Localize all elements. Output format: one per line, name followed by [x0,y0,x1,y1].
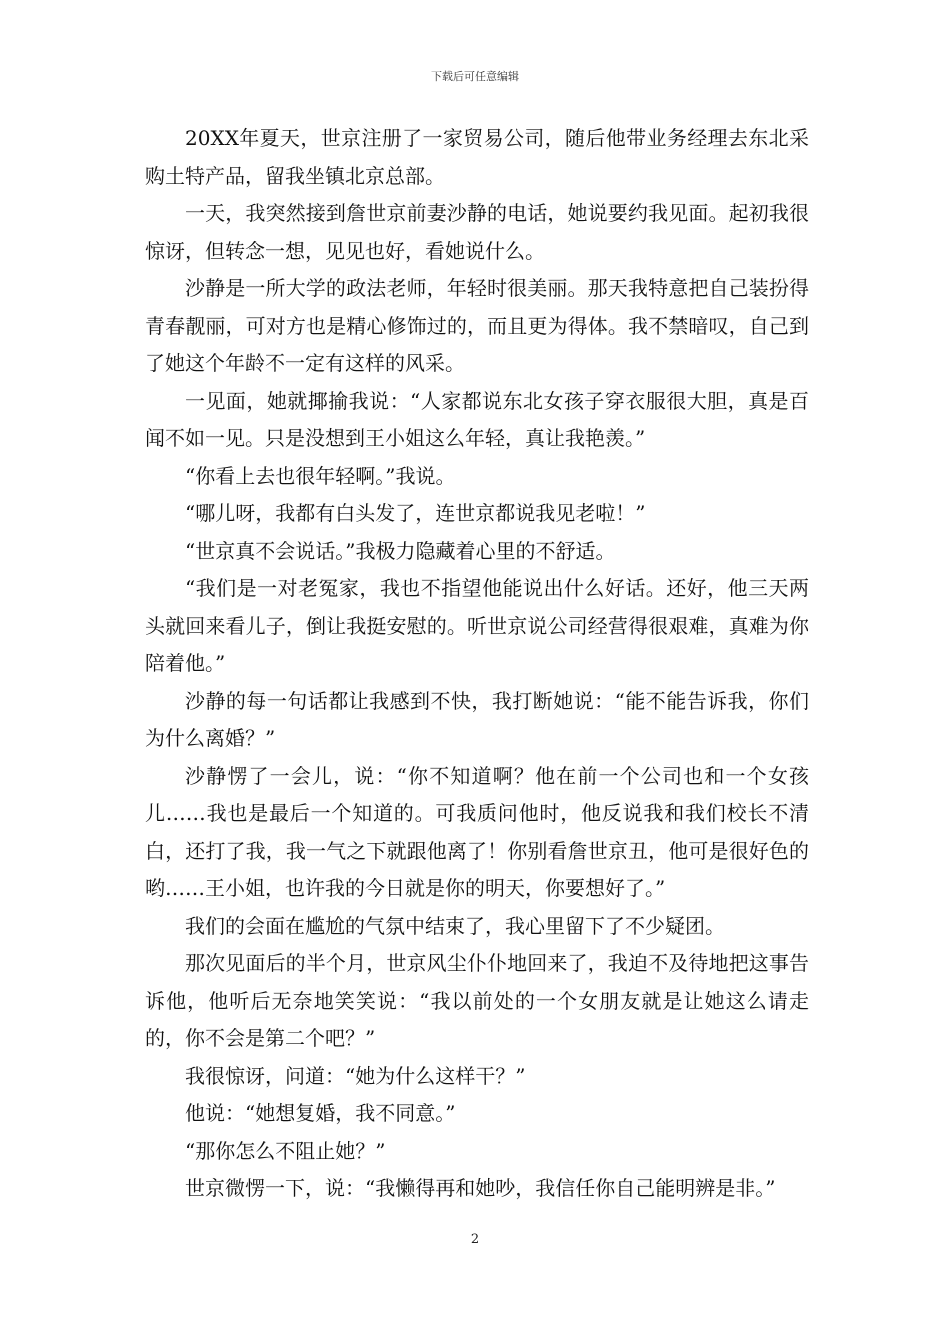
paragraph: 沙静愣了一会儿，说：“你不知道啊？他在前一个公司也和一个女孩儿……我也是最后一个知道的。可我质问他时，他反说我和我们校长不清白，还打了我，我一气之下就跟他离了！你别看詹世京丑，他可是很好色的哟……王小姐，也许我的今日就是你的明天，你要想好了。” [145,763,809,900]
paragraph: “世京真不会说话。”我极力隐藏着心里的不舒适。 [185,538,616,563]
paragraph: “我们是一对老冤家，我也不指望他能说出什么好话。还好，他三天两头就回来看儿子，倒让我挺安慰的。听世京说公司经营得很艰难，真难为你陪着他。” [145,576,809,675]
page-number: 2 [470,1232,480,1247]
paragraph: 他说：“她想复婚，我不同意。” [185,1101,456,1125]
document-body [145,120,809,1208]
paragraph: 沙静的每一句话都让我感到不快，我打断她说：“能不能告诉我，你们为什么离婚？” [145,688,809,750]
paragraph: 一天，我突然接到詹世京前妻沙静的电话，她说要约我见面。起初我很惊讶，但转念一想，见见也好，看她说什么。 [145,201,809,263]
page-header: 下载后可任意编辑 [431,70,519,83]
paragraph: 世京微愣一下，说：“我懒得再和她吵，我信任你自己能明辨是非。” [185,1176,776,1200]
paragraph: 那次见面后的半个月，世京风尘仆仆地回来了，我迫不及待地把这事告诉他，他听后无奈地笑笑说：“我以前处的一个女朋友就是让她这么请走的，你不会是第二个吧？” [145,951,809,1050]
paragraph: “你看上去也很年轻啊。”我说。 [185,463,456,488]
paragraph: “那你怎么不阻止她？” [185,1138,386,1163]
paragraph: 一见面，她就揶揄我说：“人家都说东北女孩子穿衣服很大胆，真是百闻不如一见。只是没想到王小姐这么年轻，真让我艳羡。” [145,388,809,450]
paragraph: 我很惊讶，问道：“她为什么这样干？” [185,1063,526,1088]
paragraph: “哪儿呀，我都有白头发了，连世京都说我见老啦！” [185,501,646,525]
paragraph: 我们的会面在尴尬的气氛中结束了，我心里留下了不少疑团。 [185,913,725,938]
paragraph: 沙静是一所大学的政法老师，年轻时很美丽。那天我特意把自己装扮得青春靓丽，可对方也是精心修饰过的，而且更为得体。我不禁暗叹，自己到了她这个年龄不一定有这样的风采。 [145,276,809,375]
paragraph: 20XX年夏天，世京注册了一家贸易公司，随后他带业务经理去东北采购土特产品，留我坐镇北京总部。 [145,126,809,188]
